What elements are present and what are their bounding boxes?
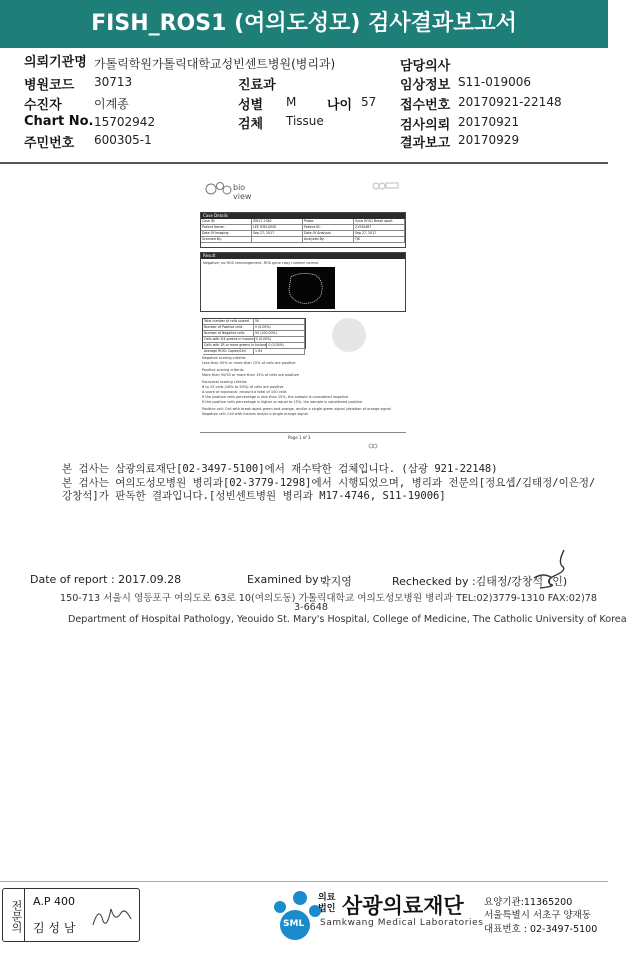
org-name-english: Samkwang Medical Laboratories	[320, 918, 484, 928]
sml-logo-icon	[268, 887, 324, 943]
label-receipt-no: 접수번호	[400, 98, 451, 113]
case-detail-cell: Vysis ROS1 Break apart	[354, 219, 405, 224]
value-sex: M	[286, 95, 297, 109]
rechecked-by: Rechecked by :김태정/강창석	[392, 575, 544, 588]
org-address: 서울특별시 서초구 양재동	[484, 910, 591, 921]
address-line-2: 3-6648	[294, 602, 328, 613]
specialist-signature-icon	[89, 899, 137, 933]
care-code: 요양기관:11365200	[484, 897, 573, 908]
metric-cell: Number of Positive cells	[203, 325, 254, 330]
examined-by-name: 박지영	[320, 575, 352, 588]
criteria-line: Less than 50% or more than 15% of cells are positive	[202, 361, 296, 365]
value-age: 57	[361, 95, 377, 109]
case-details-rows	[201, 219, 405, 243]
value-chart-no: 15702942	[94, 115, 156, 129]
label-specimen: 검체	[238, 117, 264, 132]
metrics-rows	[203, 319, 305, 355]
value-patient: 이계종	[94, 97, 129, 111]
note-line-1: 본 검사는 삼광의료재단[02-3497-5100]에서 재수탁한 검체입니다. (삼광 921-22148)	[62, 463, 498, 475]
org-name: 삼광의료재단	[342, 894, 464, 918]
value-request-date: 20170921	[458, 115, 520, 129]
metric-cell: Cells with 1R or more greens in fusions	[204, 343, 267, 347]
case-details-box	[200, 212, 406, 248]
specialist-name: 김 성 남	[33, 921, 76, 935]
examined-by-label: Examined by :	[247, 573, 326, 586]
scanned-report	[172, 172, 408, 442]
label-department: 진료과	[238, 78, 276, 93]
note-line-2: 본 검사는 여의도성모병원 병리과[02-3779-1298]에서 시행되었으며, 병리과 전문의[정요셉/김태정/이은정/	[62, 477, 596, 489]
metric-cell: 0 (0.00%)	[254, 325, 305, 330]
case-detail-cell: Case ID:	[201, 219, 252, 224]
org-phone: 대표번호 : 02-3497-5100	[484, 924, 598, 935]
case-detail-cell: Sep 27, 2017	[252, 231, 303, 236]
label-clinical-info: 임상정보	[400, 78, 451, 93]
criteria-line: Negative cell: Cell with fusions and/or a single orange signal	[202, 412, 308, 416]
case-detail-cell: Patient ID:	[303, 225, 354, 230]
label-resident-no: 주민번호	[24, 136, 75, 151]
case-detail-cell: Date Of Imaging:	[201, 231, 252, 236]
case-detail-cell	[252, 237, 303, 242]
case-detail-cell: LEE GYELJONG	[252, 225, 303, 230]
criteria-line: If the positive cells percentage is less than 15%, the sample is considered negative	[202, 395, 349, 399]
metric-cell: 0 (0.00%)	[255, 337, 305, 342]
result-text: Negative; no ROS rearrangement, ROS gene copy number normal	[203, 261, 319, 265]
value-institution: 가톨릭학원가톨릭대학교성빈센트병원(병리과)	[94, 57, 336, 71]
cell-outline-icon	[277, 267, 335, 309]
result-box	[200, 252, 406, 312]
sml-logo	[268, 887, 324, 943]
fish-cell-image	[277, 267, 335, 309]
metric-cell: 50 (100.00%)	[254, 331, 305, 336]
value-receipt-no: 20170921-22148	[458, 95, 562, 109]
case-detail-cell: Scanned By:	[201, 237, 252, 242]
address-english: Department of Hospital Pathology, Yeouido St. Mary's Hospital, College of Medicine, The Catholic University of Korea	[68, 614, 627, 625]
label-report-date: 결과보고	[400, 136, 451, 151]
label-doctor: 담당의사	[400, 59, 451, 74]
metric-cell: 50	[254, 319, 305, 324]
seal-watermark-icon	[332, 318, 366, 352]
criteria-line: Positive cell: Cell with break apart green and orange, and/or a single green signal (deletion of orange signal	[202, 407, 391, 411]
case-detail-cell: Probe:	[303, 219, 354, 224]
metric-cell: 0 (0.00%)	[267, 343, 305, 348]
label-age: 나이	[327, 98, 353, 113]
metric-cell: Number of Negative cells	[203, 331, 254, 336]
specialist-stamp	[2, 888, 140, 942]
value-resident-no: 600305-1	[94, 133, 152, 147]
footer-divider	[0, 881, 608, 882]
scan-page-label: Page 1 of 3	[288, 435, 311, 440]
metric-cell: Total number of cells scored	[203, 319, 254, 324]
case-detail-cell: Analyzed By:	[303, 237, 354, 242]
case-detail-cell: ZW17-2362	[252, 219, 303, 224]
label-patient: 수진자	[24, 98, 62, 113]
org-type-2: 법인	[318, 904, 336, 914]
metric-cell: 1.94	[254, 349, 305, 354]
value-hospital-code: 30713	[94, 75, 133, 89]
case-detail-cell: Sep 27, 2017	[354, 231, 405, 236]
bioview-logo-text: bio view	[233, 183, 252, 201]
scan-footer-rule	[200, 432, 406, 433]
scan-footer-logo-icon	[368, 434, 382, 440]
bioview-logo	[202, 180, 262, 201]
org-type-1: 의료	[318, 893, 336, 903]
case-detail-cell: 21930487	[354, 225, 405, 230]
criteria-line: More than 50/50 or more than 15% of cells are positive	[202, 373, 299, 377]
label-hospital-code: 병원코드	[24, 78, 75, 93]
report-title: FISH_ROS1 (여의도성모) 검사결과보고서	[0, 0, 608, 48]
label-institution: 의뢰기관명	[24, 55, 87, 70]
case-detail-cell: Date Of Analysis:	[303, 231, 354, 236]
case-detail-cell: TJK	[354, 237, 405, 242]
metric-cell: Cells with 3/4 greens in fusions	[204, 337, 254, 341]
case-detail-row	[201, 237, 405, 243]
criteria-line: Negative scoring criteria:	[202, 356, 247, 360]
sml-badge-text: SML	[283, 919, 305, 929]
criteria-line: A score of equivocal, recount a total of 100 cells	[202, 390, 287, 394]
metric-cell: Average ROS1 Copies/Cell	[203, 349, 254, 354]
case-details-heading: Case Details	[201, 213, 405, 219]
corner-logo-icon	[368, 176, 402, 186]
address-line-1: 150-713 서울시 영등포구 여의도로 63로 10(여의도동) 가톨릭대학교 여의도성모병원 병리과 TEL:02)3779-1310 FAX:02)78	[60, 593, 597, 604]
value-specimen: Tissue	[286, 114, 324, 128]
label-sex: 성별	[238, 98, 264, 113]
label-chart-no: Chart No.	[24, 114, 94, 129]
case-detail-cell: Patient Name:	[201, 225, 252, 230]
value-report-date: 20170929	[458, 133, 520, 147]
result-heading: Result	[201, 253, 405, 259]
label-request-date: 검사의뢰	[400, 118, 451, 133]
criteria-line: If the positive cells percentage is higher or equal to 15%, the sample is considered positive	[202, 400, 363, 404]
report-date: Date of report : 2017.09.28	[30, 573, 182, 586]
header-divider	[0, 162, 608, 164]
note-line-3: 강창석]가 판독한 결과입니다.[성빈센트병원 병리과 M17-4746, S11-19006]	[62, 490, 446, 502]
seal-mark: (인)	[548, 575, 568, 588]
criteria-line: Positive scoring criteria:	[202, 368, 245, 372]
header-row-1	[24, 54, 87, 72]
metric-row	[203, 349, 305, 355]
metrics-table	[202, 318, 306, 353]
specialist-label: 전문의	[3, 889, 25, 941]
value-clinical-info: S11-019006	[458, 75, 532, 89]
criteria-line: 8 to 25 cells (16% to 50%) of cells are positive	[202, 385, 284, 389]
handwritten-signature-icon	[528, 548, 574, 590]
scoring-criteria	[202, 356, 402, 417]
criteria-line: Equivocal scoring criteria:	[202, 380, 248, 384]
ap-number: A.P 400	[33, 895, 75, 908]
